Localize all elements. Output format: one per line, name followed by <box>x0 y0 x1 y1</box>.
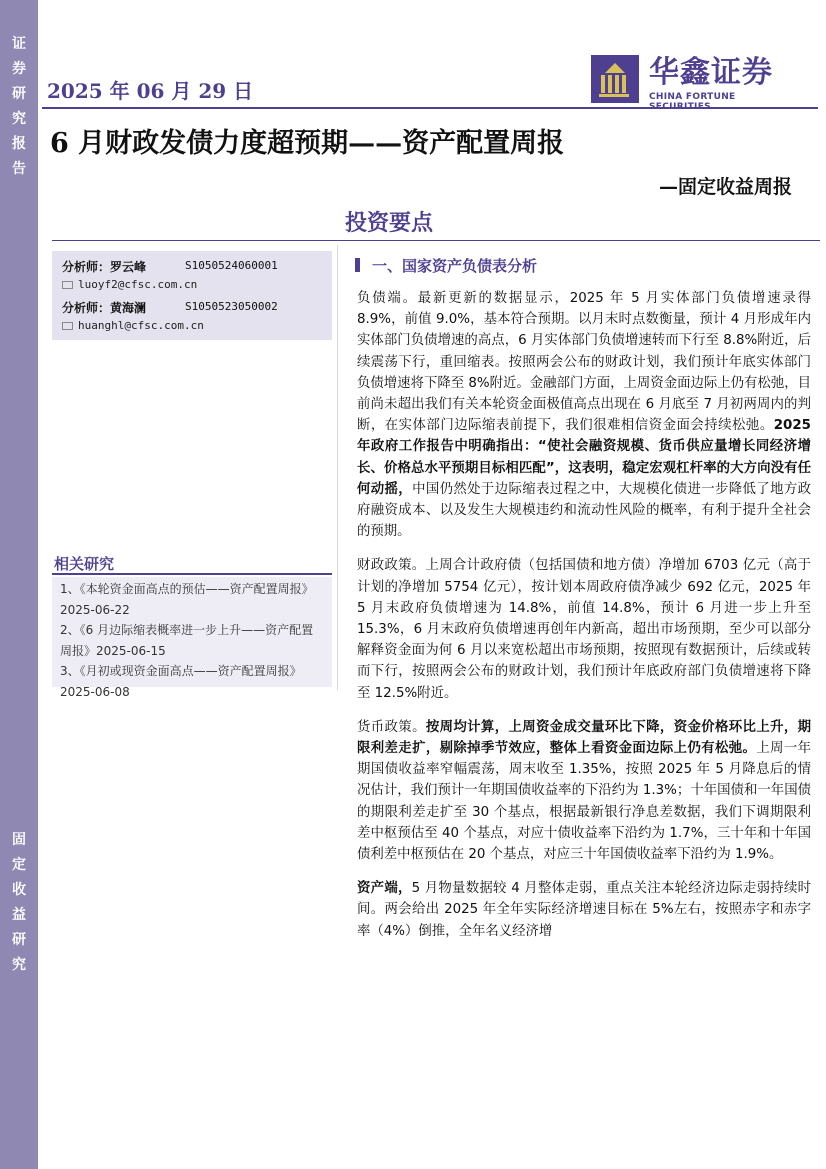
monetary-policy-paragraph <box>345 717 811 865</box>
analyst-cert-code: S1050523050002 <box>185 300 278 313</box>
analyst-block <box>52 292 332 340</box>
left-info-panel <box>52 251 332 699</box>
sidebar-category: 固 定 收 益 研 究 <box>12 832 26 973</box>
related-research-item[interactable]: 1、《本轮资金面高点的预估——资产配置周报》2025-06-22 <box>60 582 314 617</box>
related-research-item[interactable]: 2、《6 月边际缩表概率进一步上升——资产配置周报》2025-06-15 <box>60 623 314 658</box>
left-sidebar <box>0 0 38 1169</box>
logo-english-name: CHINA FORTUNE <box>649 92 736 102</box>
related-research-item[interactable]: 3、《月初或现资金面高点——资产配置周报》2025-06-08 <box>60 664 302 699</box>
paragraph-bold-text: 按周均计算，上周资金成交量环比下降，资金价格环比上升，期限利差走扩，剔除掉季节效应，整体上看资金面边际上仍有松弛。 <box>357 719 812 757</box>
paragraph-bold-text: 资产端， <box>357 881 412 897</box>
paragraph-bold-text: 2025 年政府工作报告中明确指出：“使社会融资规模、货币供应量增长同经济增长、价格总水平预期目标相匹配”，这表明，稳定宏观杠杆率的大方向没有任何动摇， <box>357 418 811 497</box>
paragraph-text: 中国仍然处于边际缩表过程之中，大规模化债进一步降低了地方政府融资成本、以及发生大规模违约和流动性风险的概率，有利于提升全社会的预期。 <box>357 481 811 540</box>
investment-highlights-heading: 投资要点 <box>345 210 434 236</box>
analyst-name: 分析师：黄海澜 <box>62 301 147 315</box>
related-research-heading: 相关研究 <box>52 553 332 575</box>
paragraph-text: 5 月物量数据较 4 月整体走弱，重点关注本轮经济边际走弱持续时间。两会给出 2025 年全年实际经济增速目标在 5%左右，按照赤字和赤字率（4%）倒推，全年名义经济增 <box>357 881 812 939</box>
company-logo <box>591 55 796 105</box>
page-title: 6 月财政发债力度超预期——资产配置周报 <box>50 128 565 159</box>
paragraph-text: 上周一年期国债收益率窄幅震荡，周末收至 1.35%，按照 2025 年 5 月降息后的情况估计，我们预计一年期国债收益率的下沿约为 1.3%；十年国债和一年国债的期限利差走扩至 30 个基点，根据最新银行净息差数据，我们下调期限利差中枢预估至 40 个基点，对应十债收益率下沿约为 1.7%，三十年和十年国债利差中枢预估在 20 个基点，对应三十年国债收益率下沿约为 1.9%。 <box>357 741 812 863</box>
heading-marker-icon <box>355 258 360 272</box>
logo-mark-icon <box>591 55 639 103</box>
analyst-email[interactable]: huanghl@cfsc.com.cn <box>78 319 204 332</box>
mail-icon <box>62 322 73 330</box>
analyst-cert-code: S1050524060001 <box>185 259 278 272</box>
paragraph-text: 货币政策。 <box>357 719 426 735</box>
mail-icon <box>62 281 73 289</box>
logo-chinese-name: 华鑫证券 <box>649 55 773 90</box>
paragraph-text: 负债端。最新更新的数据显示，2025 年 5 月实体部门负债增速录得 8.9%，前值 9.0%，基本符合预期。以月末时点数衡量，预计 4 月形成年内实体部门负债增速的高点，6 月实体部门负债增速转而下行至 8.8%附近，后续震荡下行，重回缩表。按照两会公布的财政计划，我们预计年底实体部门负债增速将下降至 8%附近。金融部门方面，上周资金面边际上仍有松弛，目前尚未超出我们有关本轮资金面极值高点出现在 6 月底至 7 月初两周内的判断，在实体部门边际缩表前提下，我们很难相信资金面会持续松弛。 <box>357 291 811 434</box>
fiscal-policy-paragraph: 财政政策。上周合计政府债（包括国债和地方债）净增加 6703 亿元（高于计划的净增加 5754 亿元），按计划本周政府债净减少 692 亿元，2025 年 5 月末政府负债增速为 14.8%，前值 14.8%，预计 6 月进一步上升至 15.3%，6 月末政府负债增速再创年内新高，超出市场预期，至少可以部分解释资金面为何 6 月以来宽松超出市场预期，按照现有数据预计，后续或转而下行，按照两会公布的财政计划，我们预计年底政府部门负债增速将下降至 12.5%附近。 <box>357 558 811 701</box>
asset-side-paragraph <box>345 878 811 942</box>
sidebar-report-type: 证 券 研 究 报 告 <box>12 36 26 177</box>
main-content <box>345 256 811 955</box>
column-divider <box>337 245 338 690</box>
section-divider <box>52 240 820 241</box>
related-research-list <box>52 577 332 699</box>
liability-paragraph <box>345 288 811 542</box>
header-rule <box>42 107 818 109</box>
section-heading <box>345 256 811 278</box>
section-heading-text: 一、国家资产负债表分析 <box>372 257 538 275</box>
page-subtitle: —固定收益周报 <box>658 176 792 198</box>
analyst-email[interactable]: luoyf2@cfsc.com.cn <box>78 278 198 291</box>
report-date: 2025 年 06 月 29 日 <box>47 79 254 103</box>
analyst-name: 分析师：罗云峰 <box>62 260 147 274</box>
